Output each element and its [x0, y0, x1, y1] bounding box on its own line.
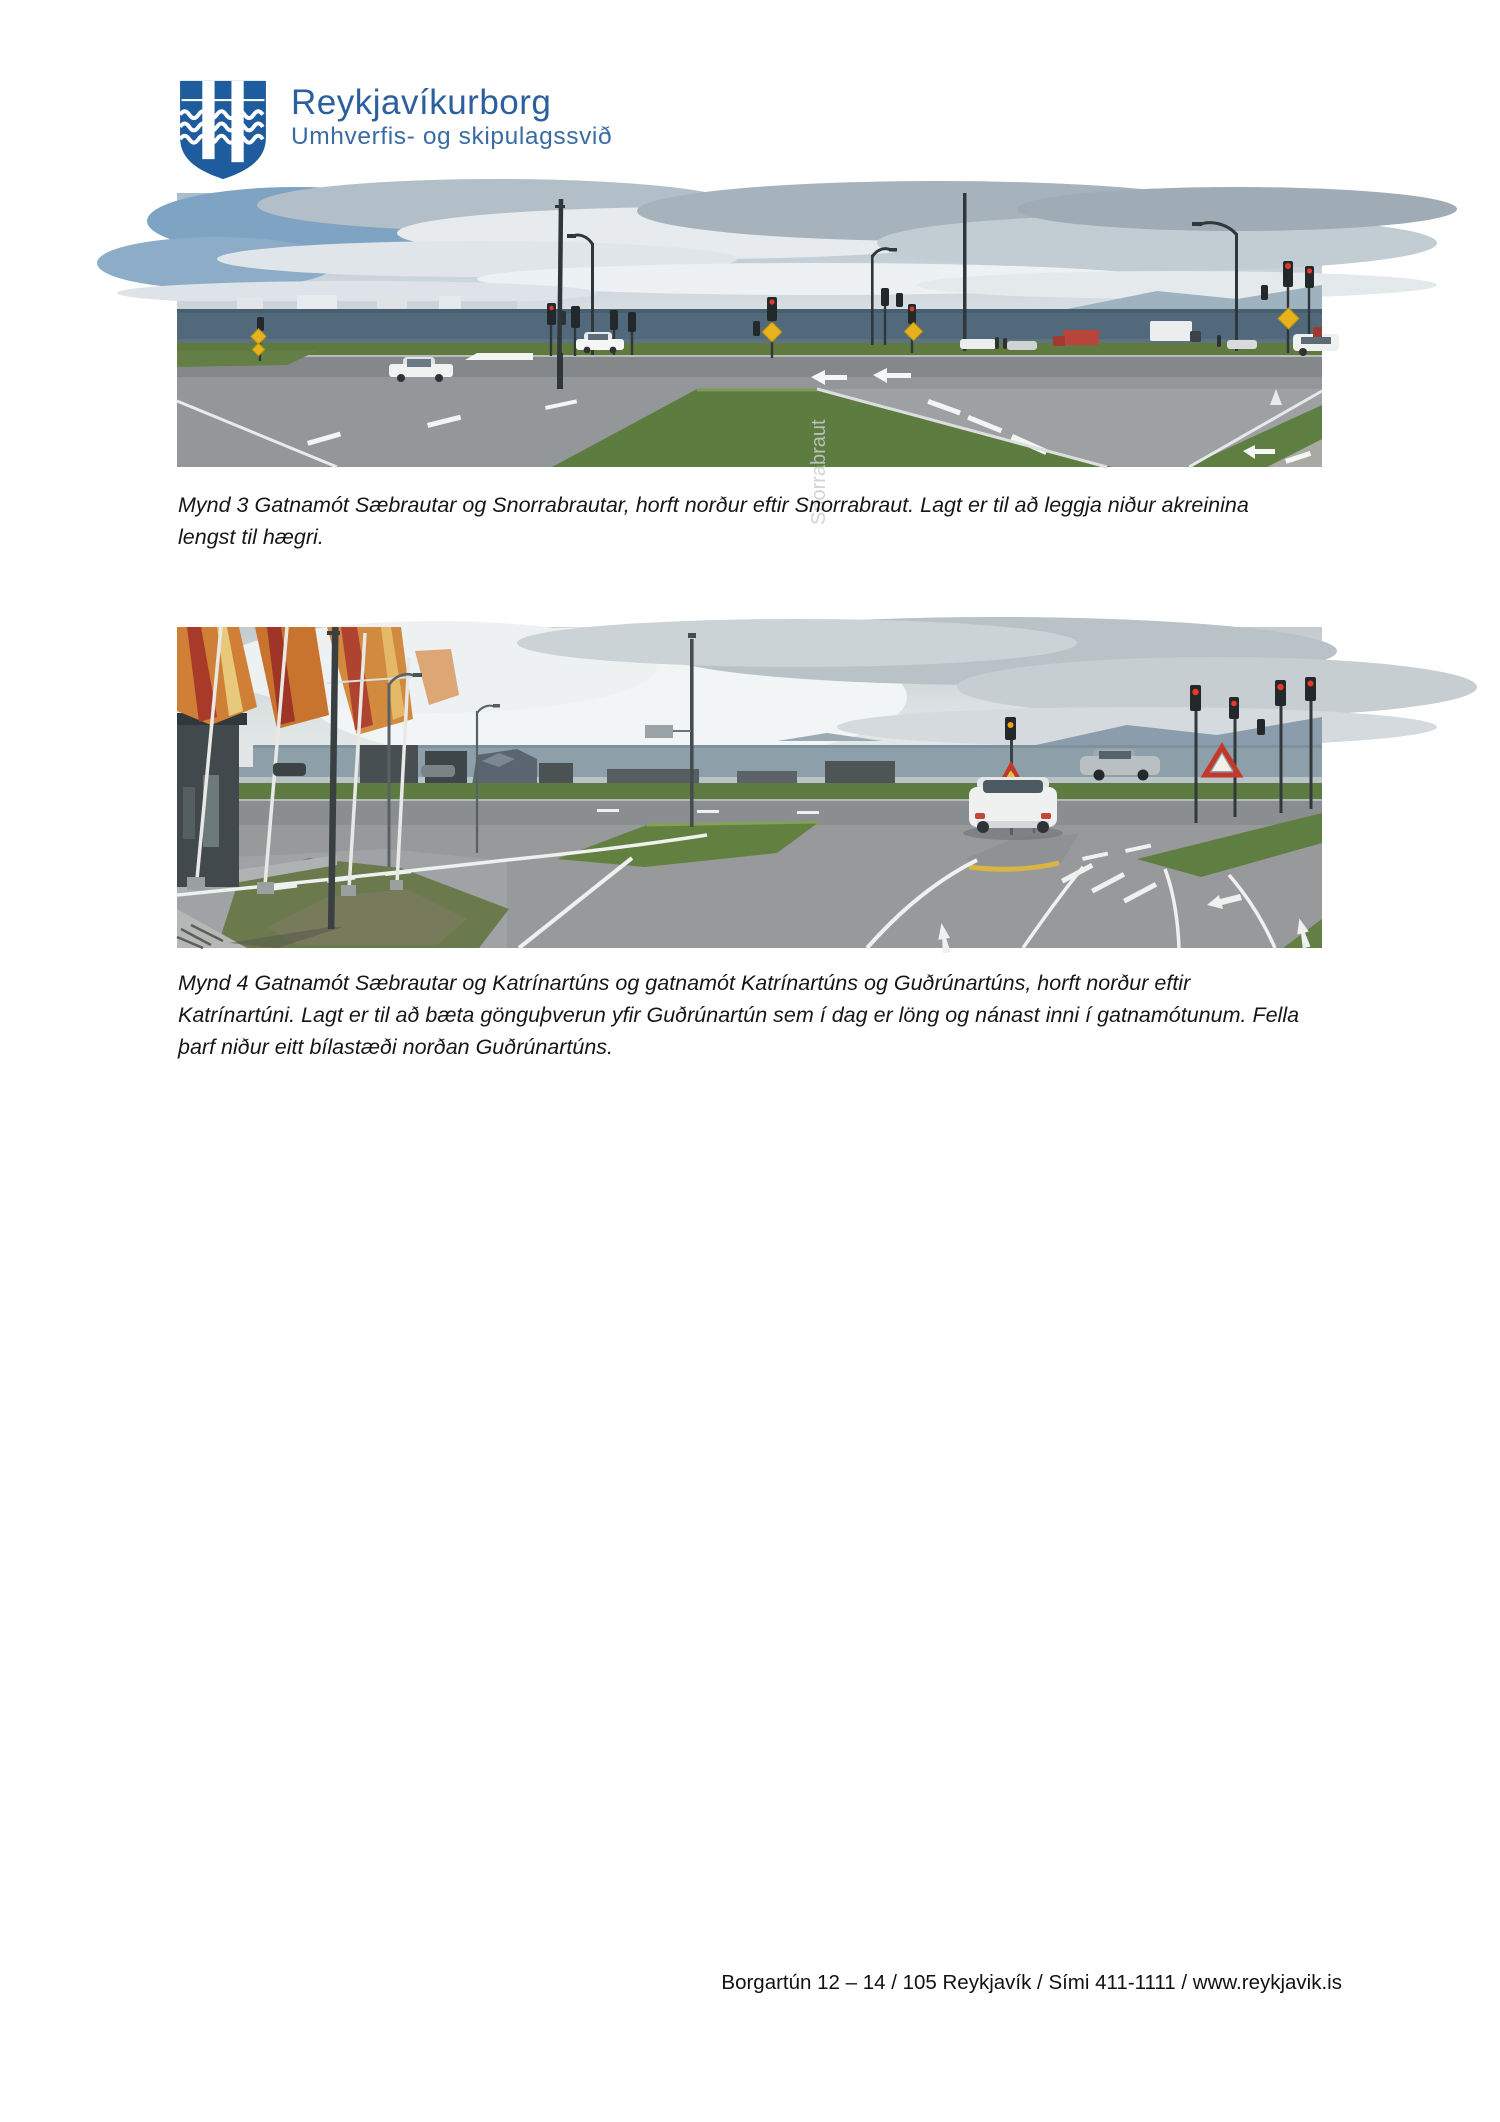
caption-mynd4: Mynd 4 Gatnamót Sæbrautar og Katrínartúns og gatnamót Katrínartúns og Guðrúnartúns, horft norður eftir Katrínartúni. Lagt er til að bæta gönguþverun yfir Guðrúnartún sem í dag er löng og nánast inni í gatnamótunum. Fella þarf niður eitt bílastæði norðan Guðrúnartúns.: [178, 971, 1300, 1059]
caption-mynd3: Mynd 3 Gatnamót Sæbrautar og Snorrabrautar, horft norður eftir Snorrabraut. Lagt er til að leggja niður akreinina lengst til hægri.: [178, 493, 1249, 549]
reykjavik-coat-of-arms-icon: [177, 78, 269, 182]
logo-department: Umhverfis- og skipulagssvið: [291, 123, 613, 150]
street-name-watermark: Snorrabraut: [808, 419, 830, 525]
figure-mynd4-photo: [177, 627, 1322, 948]
street-photo-katrinartun: [177, 627, 1322, 948]
logo: [177, 78, 612, 182]
page-footer: Borgartún 12 – 14 / 105 Reykjavík / Sími 411-1111 / www.reykjavik.is: [721, 1971, 1342, 1994]
logo-org-name: Reykjavíkurborg: [291, 83, 552, 122]
logo-text: [291, 84, 612, 151]
